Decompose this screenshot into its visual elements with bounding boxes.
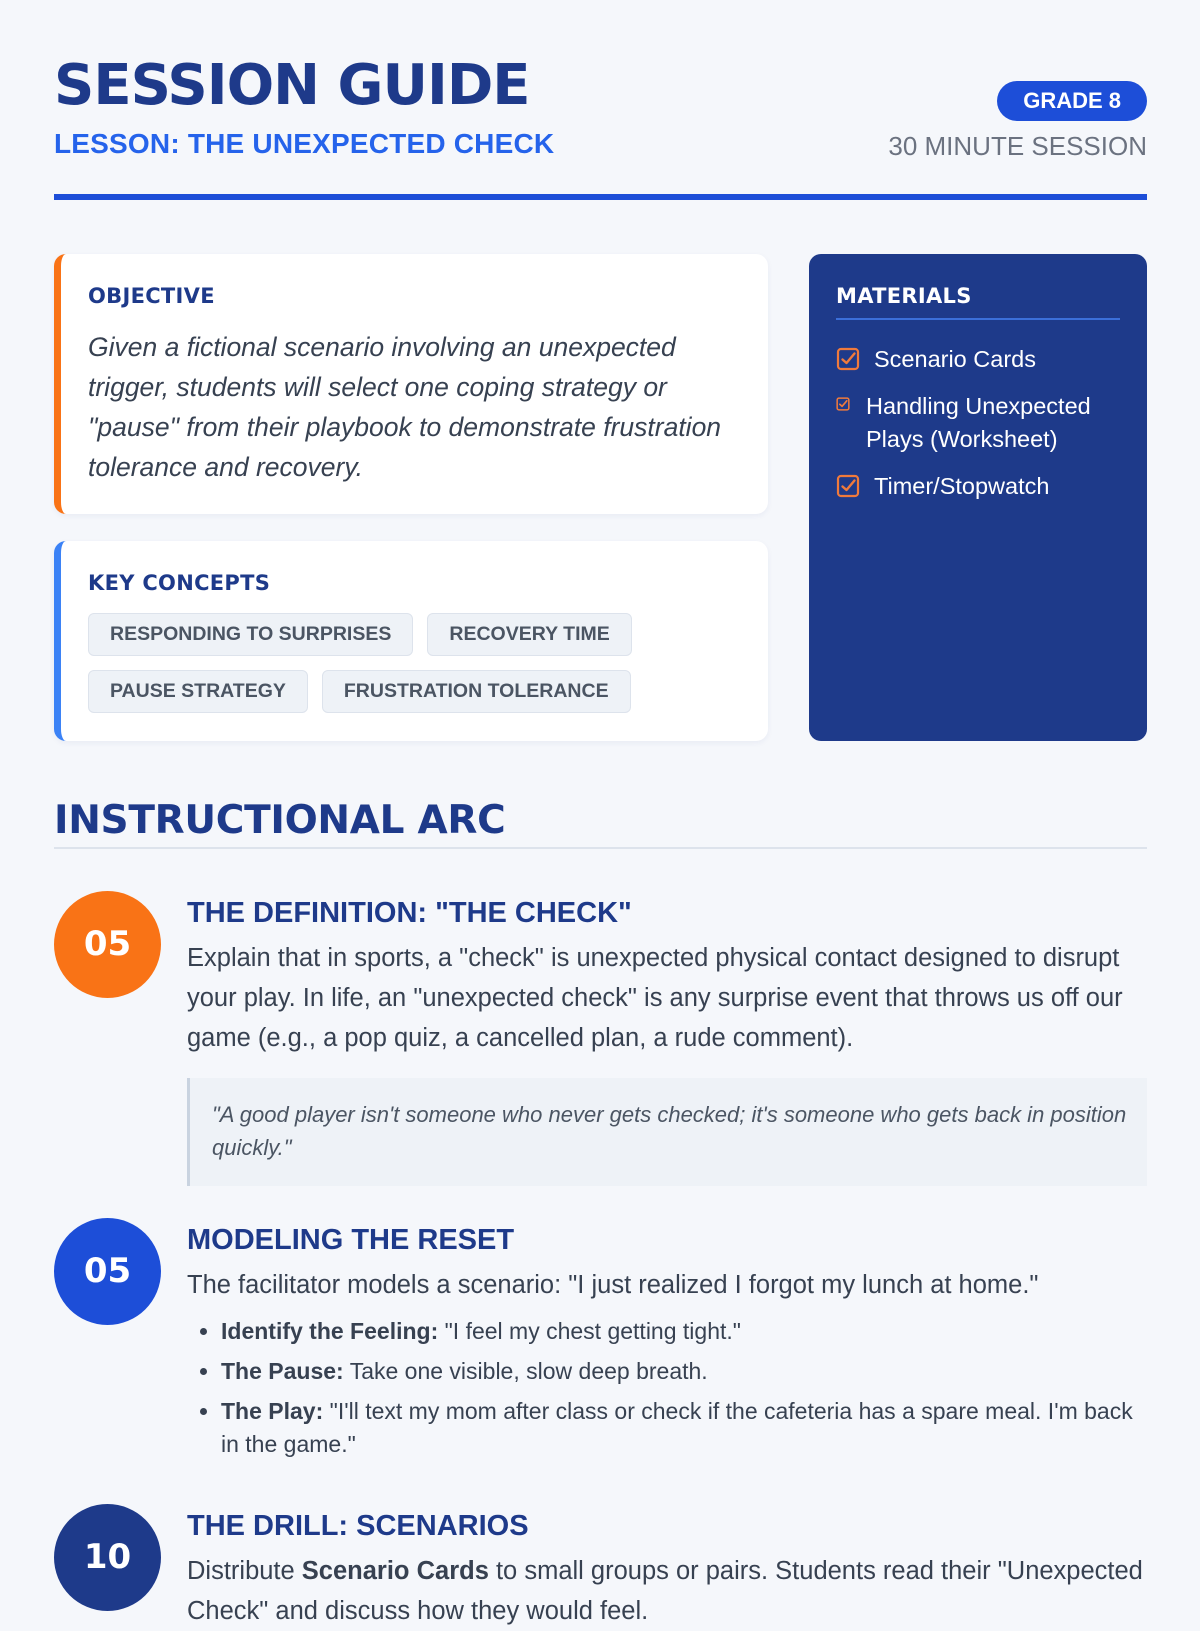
lesson-subtitle: LESSON: THE UNEXPECTED CHECK: [54, 128, 555, 159]
list-item: [836, 390, 1126, 456]
list-item: [836, 470, 1126, 503]
step-text-bold: Scenario Cards: [301, 1557, 489, 1585]
section-divider: [54, 847, 1147, 849]
step-quote: "A good player isn't someone who never gets checked; it's someone who gets back in position quickly.": [187, 1078, 1147, 1186]
bullet-text: Take one visible, slow deep breath.: [343, 1358, 708, 1384]
objective-card: [54, 254, 768, 514]
step-text-post: to small groups or pairs. Students read their "Unexpected Check" and discuss how they would feel.: [187, 1557, 1143, 1625]
section-title: INSTRUCTIONAL ARC: [54, 798, 506, 843]
step-title: THE DEFINITION: "THE CHECK": [187, 897, 632, 929]
list-item: [221, 1355, 1147, 1388]
key-concepts-heading: KEY CONCEPTS: [88, 571, 271, 595]
step-minutes-badge: 05: [54, 891, 161, 998]
step-body: [187, 891, 1147, 1186]
session-duration: 30 MINUTE SESSION: [888, 131, 1147, 161]
material-label: Timer/Stopwatch: [874, 473, 1050, 499]
bullet-term: The Pause:: [221, 1358, 344, 1384]
header-divider: [54, 194, 1147, 200]
checkbox-checked-icon: [836, 474, 860, 503]
page-title: SESSION GUIDE: [54, 53, 530, 118]
step-text-pre: Distribute: [187, 1557, 302, 1585]
materials-list: [836, 343, 1126, 517]
step-minutes-badge: 10: [54, 1504, 161, 1611]
concept-chip: PAUSE STRATEGY: [88, 670, 308, 713]
concept-chip: RESPONDING TO SURPRISES: [88, 613, 413, 656]
concept-chip: RECOVERY TIME: [427, 613, 631, 656]
materials-panel: [809, 254, 1147, 741]
step-title: MODELING THE RESET: [187, 1224, 515, 1256]
objective-heading: OBJECTIVE: [88, 284, 215, 308]
bullet-text: "I feel my chest getting tight.": [438, 1318, 741, 1344]
objective-text: Given a fictional scenario involving an unexpected trigger, students will select one coping strategy or "pause" from their playbook to demonstrate frustration tolerance and recovery.: [88, 332, 722, 482]
step-text: The facilitator models a scenario: "I just realized I forgot my lunch at home.": [187, 1271, 1039, 1299]
materials-heading: MATERIALS: [836, 284, 1120, 320]
step-body: [187, 1218, 1147, 1468]
bullet-text: "I'll text my mom after class or check if the cafeteria has a spare meal. I'm back in the game.": [221, 1398, 1133, 1457]
header: [54, 52, 1147, 200]
concept-chip: FRUSTRATION TOLERANCE: [322, 670, 631, 713]
key-concepts-card: [54, 541, 768, 741]
grade-badge: GRADE 8: [997, 81, 1147, 121]
list-item: [836, 343, 1126, 376]
session-guide-page: [54, 0, 1147, 1625]
material-label: Handling Unexpected Plays (Worksheet): [866, 393, 1091, 452]
checkbox-checked-icon: [836, 397, 850, 416]
step-minutes-badge: 05: [54, 1218, 161, 1325]
step-bullets: [187, 1315, 1147, 1461]
bullet-term: Identify the Feeling:: [221, 1318, 439, 1344]
checkbox-checked-icon: [836, 347, 860, 376]
step-body: [187, 1504, 1147, 1631]
material-label: Scenario Cards: [874, 346, 1036, 372]
step-text: [187, 1551, 1147, 1631]
list-item: [221, 1315, 1147, 1348]
bullet-term: The Play:: [221, 1398, 324, 1424]
step-title: THE DRILL: SCENARIOS: [187, 1510, 529, 1542]
list-item: [221, 1395, 1147, 1461]
concept-chips: [88, 613, 748, 713]
step-text: Explain that in sports, a "check" is unexpected physical contact designed to disrupt your play. In life, an "unexpected check" is any surprise event that throws us off our game (e.g., a pop quiz, a cancelled plan, a rude comment).: [187, 944, 1123, 1052]
